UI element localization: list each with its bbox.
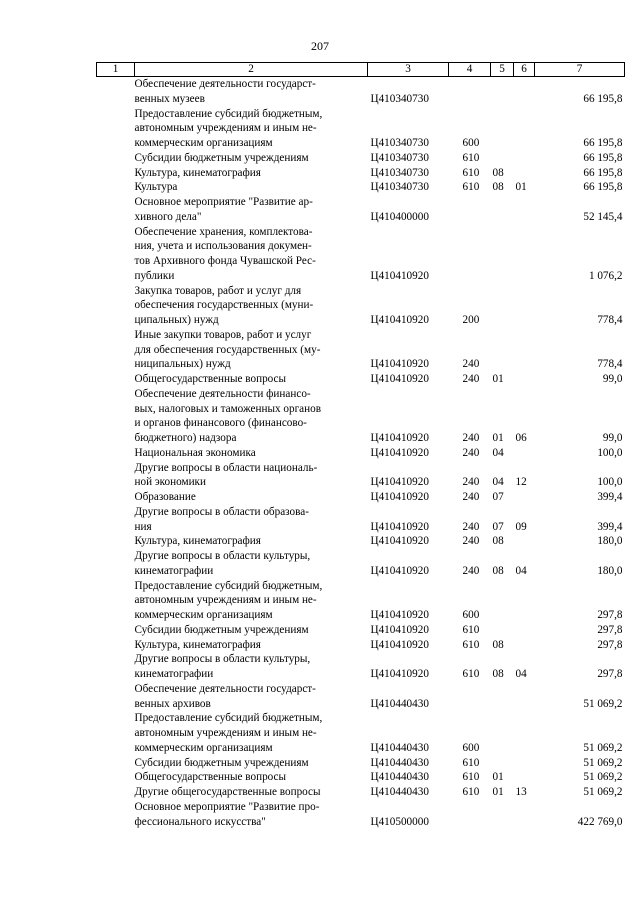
row-name-line: Культура, кинематография xyxy=(134,638,261,651)
row-name-cell xyxy=(135,372,368,387)
row-section-cell: 07 xyxy=(492,520,504,533)
row-name-line: Субсидии бюджетным учреждениям xyxy=(134,151,309,164)
row-section-cell: 08 xyxy=(492,668,504,680)
row-amount-cell: 51 069,2 xyxy=(583,697,623,710)
table-row xyxy=(97,284,625,328)
table-row xyxy=(97,534,625,549)
row-number-cell xyxy=(97,225,135,284)
row-name-line: Другие вопросы в области культуры, xyxy=(134,653,311,666)
row-section-cell xyxy=(491,77,514,107)
row-subsection-cell xyxy=(514,711,535,755)
row-subsection-cell xyxy=(514,756,535,771)
row-code-cell: Ц410440430 xyxy=(370,756,429,769)
row-number-cell xyxy=(97,151,135,166)
table-row xyxy=(97,490,625,505)
row-amount-cell: 66 195,8 xyxy=(583,92,623,105)
row-subsection-cell xyxy=(514,372,535,387)
row-name-line: Основное мероприятие "Развитие ар- xyxy=(134,196,313,208)
row-amount-cell: 51 069,2 xyxy=(583,771,623,784)
row-section-cell xyxy=(491,711,514,755)
row-amount-cell: 99,0 xyxy=(602,373,623,385)
row-name-line: хивного дела" xyxy=(134,210,202,223)
row-name-line: ния, учета и использования докумен- xyxy=(134,240,312,253)
row-subsection-cell xyxy=(514,77,535,107)
row-subsection-cell xyxy=(514,225,535,284)
row-section-cell xyxy=(491,151,514,166)
row-name-line: Другие общегосударственные вопросы xyxy=(134,786,321,798)
row-section-cell xyxy=(491,107,514,151)
table-header xyxy=(97,63,625,77)
row-subsection-cell xyxy=(514,638,535,653)
row-number-cell xyxy=(97,77,135,107)
row-subsection-cell xyxy=(514,682,535,712)
row-name-line: и органов финансового (финансово- xyxy=(134,417,307,430)
row-section-cell: 04 xyxy=(492,446,504,459)
row-code-cell: Ц410340730 xyxy=(370,166,429,179)
row-name-cell xyxy=(135,785,368,800)
row-name-cell xyxy=(135,756,368,771)
row-number-cell xyxy=(97,461,135,491)
row-amount-cell: 399,4 xyxy=(597,491,623,503)
row-type-cell: 610 xyxy=(462,151,480,164)
row-name-cell xyxy=(135,490,368,505)
row-name-cell xyxy=(135,711,368,755)
row-name-cell xyxy=(135,549,368,579)
row-name-line: бюджетного) надзора xyxy=(134,432,237,444)
row-code-cell: Ц410340730 xyxy=(370,92,429,105)
row-subsection-cell xyxy=(514,770,535,785)
row-code-cell: Ц410410920 xyxy=(370,432,429,444)
row-section-cell xyxy=(491,623,514,638)
row-subsection-cell: 04 xyxy=(515,564,527,577)
row-subsection-cell xyxy=(514,579,535,623)
page-number: 207 xyxy=(311,39,329,53)
table-row xyxy=(97,387,625,446)
row-number-cell xyxy=(97,284,135,328)
row-amount-cell: 99,0 xyxy=(602,432,623,444)
row-amount-cell: 66 195,8 xyxy=(583,166,623,179)
row-name-cell xyxy=(135,328,368,372)
row-name-line: коммерческим организациям xyxy=(134,741,273,754)
row-amount-cell: 297,8 xyxy=(597,638,623,651)
row-name-line: тов Архивного фонда Чувашской Рес- xyxy=(134,255,316,267)
row-name-line: венных архивов xyxy=(134,697,211,710)
row-subsection-cell xyxy=(514,195,535,225)
row-type-cell: 610 xyxy=(462,786,480,798)
row-amount-cell: 66 195,8 xyxy=(583,181,623,194)
row-amount-cell: 51 069,2 xyxy=(583,756,623,769)
row-code-cell: Ц410410920 xyxy=(370,564,429,577)
row-type-cell xyxy=(449,225,491,284)
row-name-line: Субсидии бюджетным учреждениям xyxy=(134,756,309,769)
row-name-line: ципальных) нужд xyxy=(134,314,219,326)
header-col-4: 4 xyxy=(449,63,491,77)
row-name-cell xyxy=(135,387,368,446)
row-type-cell: 610 xyxy=(462,166,480,179)
row-name-cell xyxy=(135,682,368,712)
budget-table xyxy=(96,62,625,829)
row-number-cell xyxy=(97,652,135,682)
row-subsection-cell xyxy=(514,107,535,151)
row-subsection-cell xyxy=(514,490,535,505)
row-name-line: Другие вопросы в области образова- xyxy=(134,505,309,518)
row-name-line: коммерческим организациям xyxy=(134,609,273,621)
row-name-line: Основное мероприятие "Развитие про- xyxy=(134,800,320,813)
row-name-line: автономным учреждениям и иным не- xyxy=(134,727,317,739)
row-number-cell xyxy=(97,800,135,830)
row-name-line: Предоставление субсидий бюджетным, xyxy=(134,579,323,592)
row-type-cell: 600 xyxy=(462,741,480,754)
row-name-line: Обеспечение деятельности государст- xyxy=(134,682,316,695)
row-number-cell xyxy=(97,166,135,181)
row-number-cell xyxy=(97,770,135,785)
row-name-cell xyxy=(135,225,368,284)
row-name-line: Другие вопросы в области культуры, xyxy=(134,550,311,562)
row-code-cell: Ц410410920 xyxy=(370,358,429,371)
row-amount-cell: 180,0 xyxy=(597,535,623,548)
header-col-6: 6 xyxy=(514,63,535,77)
row-name-cell xyxy=(135,505,368,535)
row-number-cell xyxy=(97,785,135,800)
row-name-line: Образование xyxy=(134,491,196,503)
table-row xyxy=(97,770,625,785)
row-name-line: ниципальных) нужд xyxy=(134,358,231,371)
row-name-line: Культура, кинематография xyxy=(134,166,261,179)
row-section-cell xyxy=(491,284,514,328)
row-number-cell xyxy=(97,387,135,446)
row-name-line: Обеспечение деятельности государст- xyxy=(134,78,316,90)
row-name-line: публики xyxy=(134,269,175,282)
row-code-cell: Ц410410920 xyxy=(370,446,429,459)
row-code-cell: Ц410410920 xyxy=(370,491,429,503)
row-name-line: обеспечения государственных (муни- xyxy=(134,299,314,312)
row-name-cell xyxy=(135,770,368,785)
row-number-cell xyxy=(97,490,135,505)
row-name-cell xyxy=(135,638,368,653)
header-col-7: 7 xyxy=(535,63,625,77)
table-row xyxy=(97,107,625,151)
row-subsection-cell xyxy=(514,446,535,461)
row-amount-cell: 297,8 xyxy=(597,668,623,680)
row-code-cell: Ц410500000 xyxy=(370,815,429,828)
table-row xyxy=(97,166,625,181)
row-type-cell: 240 xyxy=(462,476,480,489)
row-name-cell xyxy=(135,284,368,328)
row-subsection-cell xyxy=(514,623,535,638)
row-name-cell xyxy=(135,77,368,107)
row-type-cell: 240 xyxy=(462,432,480,444)
row-section-cell: 08 xyxy=(492,535,504,548)
row-name-line: Закупка товаров, работ и услуг для xyxy=(134,284,302,297)
row-section-cell xyxy=(491,682,514,712)
row-name-cell xyxy=(135,579,368,623)
row-amount-cell: 778,4 xyxy=(597,314,623,326)
row-number-cell xyxy=(97,549,135,579)
row-number-cell xyxy=(97,505,135,535)
row-name-line: Другие вопросы в области националь- xyxy=(134,461,318,474)
row-number-cell xyxy=(97,682,135,712)
row-amount-cell: 422 769,0 xyxy=(577,815,623,828)
row-type-cell: 240 xyxy=(462,564,480,577)
table-row xyxy=(97,682,625,712)
row-name-line: кинематографии xyxy=(134,564,214,577)
row-code-cell: Ц410440430 xyxy=(370,786,429,798)
table-row xyxy=(97,461,625,491)
row-name-line: для обеспечения государственных (му- xyxy=(134,343,321,356)
row-number-cell xyxy=(97,756,135,771)
row-subsection-cell xyxy=(514,284,535,328)
table-row xyxy=(97,549,625,579)
row-name-line: Культура, кинематография xyxy=(134,535,261,548)
row-code-cell: Ц410410920 xyxy=(370,535,429,548)
header-col-3: 3 xyxy=(368,63,449,77)
table-row xyxy=(97,372,625,387)
row-name-line: автономным учреждениям и иным не- xyxy=(134,122,317,135)
row-amount-cell: 778,4 xyxy=(597,358,623,371)
row-type-cell xyxy=(449,800,491,830)
row-name-cell xyxy=(135,800,368,830)
row-type-cell: 240 xyxy=(462,373,480,385)
row-code-cell: Ц410340730 xyxy=(370,151,429,164)
row-section-cell: 01 xyxy=(492,373,504,385)
row-subsection-cell: 09 xyxy=(515,520,527,533)
table-row xyxy=(97,800,625,830)
row-code-cell: Ц410410920 xyxy=(370,623,429,636)
row-number-cell xyxy=(97,623,135,638)
header-col-2: 2 xyxy=(135,63,368,77)
row-name-line: фессионального искусства" xyxy=(134,815,266,828)
row-code-cell: Ц410410920 xyxy=(370,269,429,282)
row-section-cell: 01 xyxy=(492,771,504,784)
row-name-line: Общегосударственные вопросы xyxy=(134,771,287,784)
row-number-cell xyxy=(97,711,135,755)
row-number-cell xyxy=(97,534,135,549)
row-type-cell: 610 xyxy=(462,756,480,769)
row-name-line: Обеспечение деятельности финансо- xyxy=(134,387,311,400)
row-name-cell xyxy=(135,107,368,151)
table-row xyxy=(97,505,625,535)
row-code-cell: Ц410410920 xyxy=(370,668,429,680)
header-col-5: 5 xyxy=(491,63,514,77)
row-code-cell: Ц410340730 xyxy=(370,181,429,194)
row-type-cell: 610 xyxy=(462,623,480,636)
row-subsection-cell: 06 xyxy=(515,432,527,444)
row-name-cell xyxy=(135,446,368,461)
row-type-cell: 610 xyxy=(462,638,480,651)
row-name-line: Иные закупки товаров, работ и услуг xyxy=(134,328,312,341)
table-row xyxy=(97,328,625,372)
row-code-cell: Ц410410920 xyxy=(370,520,429,533)
table-row xyxy=(97,652,625,682)
row-subsection-cell xyxy=(514,166,535,181)
table-row xyxy=(97,77,625,107)
row-amount-cell: 66 195,8 xyxy=(583,151,623,164)
table-row xyxy=(97,756,625,771)
row-number-cell xyxy=(97,579,135,623)
row-section-cell: 08 xyxy=(492,181,504,194)
row-name-cell xyxy=(135,180,368,195)
table-row xyxy=(97,151,625,166)
row-subsection-cell: 04 xyxy=(515,668,527,680)
row-type-cell: 610 xyxy=(462,668,480,680)
row-amount-cell: 100,0 xyxy=(597,476,623,489)
row-type-cell: 240 xyxy=(462,520,480,533)
row-name-line: ной экономики xyxy=(134,476,206,489)
row-amount-cell: 66 195,8 xyxy=(583,137,623,149)
row-amount-cell: 297,8 xyxy=(597,609,623,621)
table-row xyxy=(97,785,625,800)
row-type-cell xyxy=(449,682,491,712)
row-number-cell xyxy=(97,195,135,225)
row-type-cell: 600 xyxy=(462,609,480,621)
row-section-cell xyxy=(491,800,514,830)
row-type-cell: 200 xyxy=(462,314,480,326)
row-subsection-cell: 01 xyxy=(515,181,527,194)
row-name-cell xyxy=(135,195,368,225)
header-col-1: 1 xyxy=(97,63,135,77)
row-code-cell: Ц410340730 xyxy=(370,137,429,149)
row-type-cell xyxy=(449,195,491,225)
row-section-cell xyxy=(491,756,514,771)
row-code-cell: Ц410410920 xyxy=(370,638,429,651)
row-name-line: автономным учреждениям и иным не- xyxy=(134,594,317,607)
row-amount-cell: 100,0 xyxy=(597,446,623,459)
row-code-cell: Ц410410920 xyxy=(370,314,429,326)
row-section-cell: 01 xyxy=(492,786,504,798)
row-subsection-cell: 13 xyxy=(515,786,527,798)
row-name-line: ния xyxy=(134,520,152,533)
row-code-cell: Ц410410920 xyxy=(370,476,429,489)
row-number-cell xyxy=(97,180,135,195)
row-name-line: Предоставление субсидий бюджетным, xyxy=(134,712,323,725)
row-type-cell: 610 xyxy=(462,181,480,194)
row-subsection-cell: 12 xyxy=(515,476,527,489)
row-amount-cell: 399,4 xyxy=(597,520,623,533)
row-name-cell xyxy=(135,166,368,181)
row-type-cell: 600 xyxy=(462,137,480,149)
row-amount-cell: 297,8 xyxy=(597,623,623,636)
row-section-cell: 07 xyxy=(492,491,504,503)
row-code-cell: Ц410410920 xyxy=(370,609,429,621)
table-row xyxy=(97,195,625,225)
row-amount-cell: 51 069,2 xyxy=(583,786,623,798)
row-name-line: Субсидии бюджетным учреждениям xyxy=(134,623,309,636)
row-name-line: коммерческим организациям xyxy=(134,137,273,149)
table-row xyxy=(97,711,625,755)
row-name-line: Обеспечение хранения, комплектова- xyxy=(134,225,313,238)
table-row xyxy=(97,579,625,623)
row-section-cell xyxy=(491,225,514,284)
row-number-cell xyxy=(97,107,135,151)
table-row xyxy=(97,225,625,284)
row-section-cell xyxy=(491,328,514,372)
row-type-cell: 610 xyxy=(462,771,480,784)
row-name-line: Культура xyxy=(134,181,178,194)
row-name-line: Предоставление субсидий бюджетным, xyxy=(134,107,323,120)
row-section-cell: 08 xyxy=(492,166,504,179)
row-name-cell xyxy=(135,151,368,166)
row-name-cell xyxy=(135,652,368,682)
table-body xyxy=(97,77,625,830)
row-number-cell xyxy=(97,638,135,653)
row-subsection-cell xyxy=(514,534,535,549)
row-number-cell xyxy=(97,328,135,372)
row-type-cell xyxy=(449,77,491,107)
row-subsection-cell xyxy=(514,328,535,372)
row-name-line: венных музеев xyxy=(134,92,205,105)
row-code-cell: Ц410440430 xyxy=(370,771,429,784)
row-type-cell: 240 xyxy=(462,535,480,548)
table-row xyxy=(97,638,625,653)
row-name-cell xyxy=(135,623,368,638)
row-name-line: кинематографии xyxy=(134,668,214,680)
row-section-cell: 08 xyxy=(492,564,504,577)
row-amount-cell: 52 145,4 xyxy=(583,210,623,223)
header-row xyxy=(97,63,625,77)
row-section-cell xyxy=(491,195,514,225)
row-number-cell xyxy=(97,446,135,461)
row-name-cell xyxy=(135,534,368,549)
row-code-cell: Ц410440430 xyxy=(370,697,429,710)
row-code-cell: Ц410440430 xyxy=(370,741,429,754)
row-section-cell: 08 xyxy=(492,638,504,651)
table-row xyxy=(97,623,625,638)
row-number-cell xyxy=(97,372,135,387)
row-type-cell: 240 xyxy=(462,491,480,503)
row-section-cell: 04 xyxy=(492,476,504,489)
row-subsection-cell xyxy=(514,151,535,166)
row-amount-cell: 1 076,2 xyxy=(588,269,623,282)
table-row xyxy=(97,180,625,195)
row-section-cell xyxy=(491,579,514,623)
row-type-cell: 240 xyxy=(462,446,480,459)
row-name-line: вых, налоговых и таможенных органов xyxy=(134,402,322,415)
row-code-cell: Ц410410920 xyxy=(370,373,429,385)
row-amount-cell: 51 069,2 xyxy=(583,741,623,754)
row-code-cell: Ц410400000 xyxy=(370,210,429,223)
row-type-cell: 240 xyxy=(462,358,480,371)
row-amount-cell: 180,0 xyxy=(597,564,623,577)
row-subsection-cell xyxy=(514,800,535,830)
row-name-line: Национальная экономика xyxy=(134,446,256,459)
row-name-line: Общегосударственные вопросы xyxy=(134,373,287,385)
table-row xyxy=(97,446,625,461)
row-section-cell: 01 xyxy=(492,432,504,444)
row-name-cell xyxy=(135,461,368,491)
